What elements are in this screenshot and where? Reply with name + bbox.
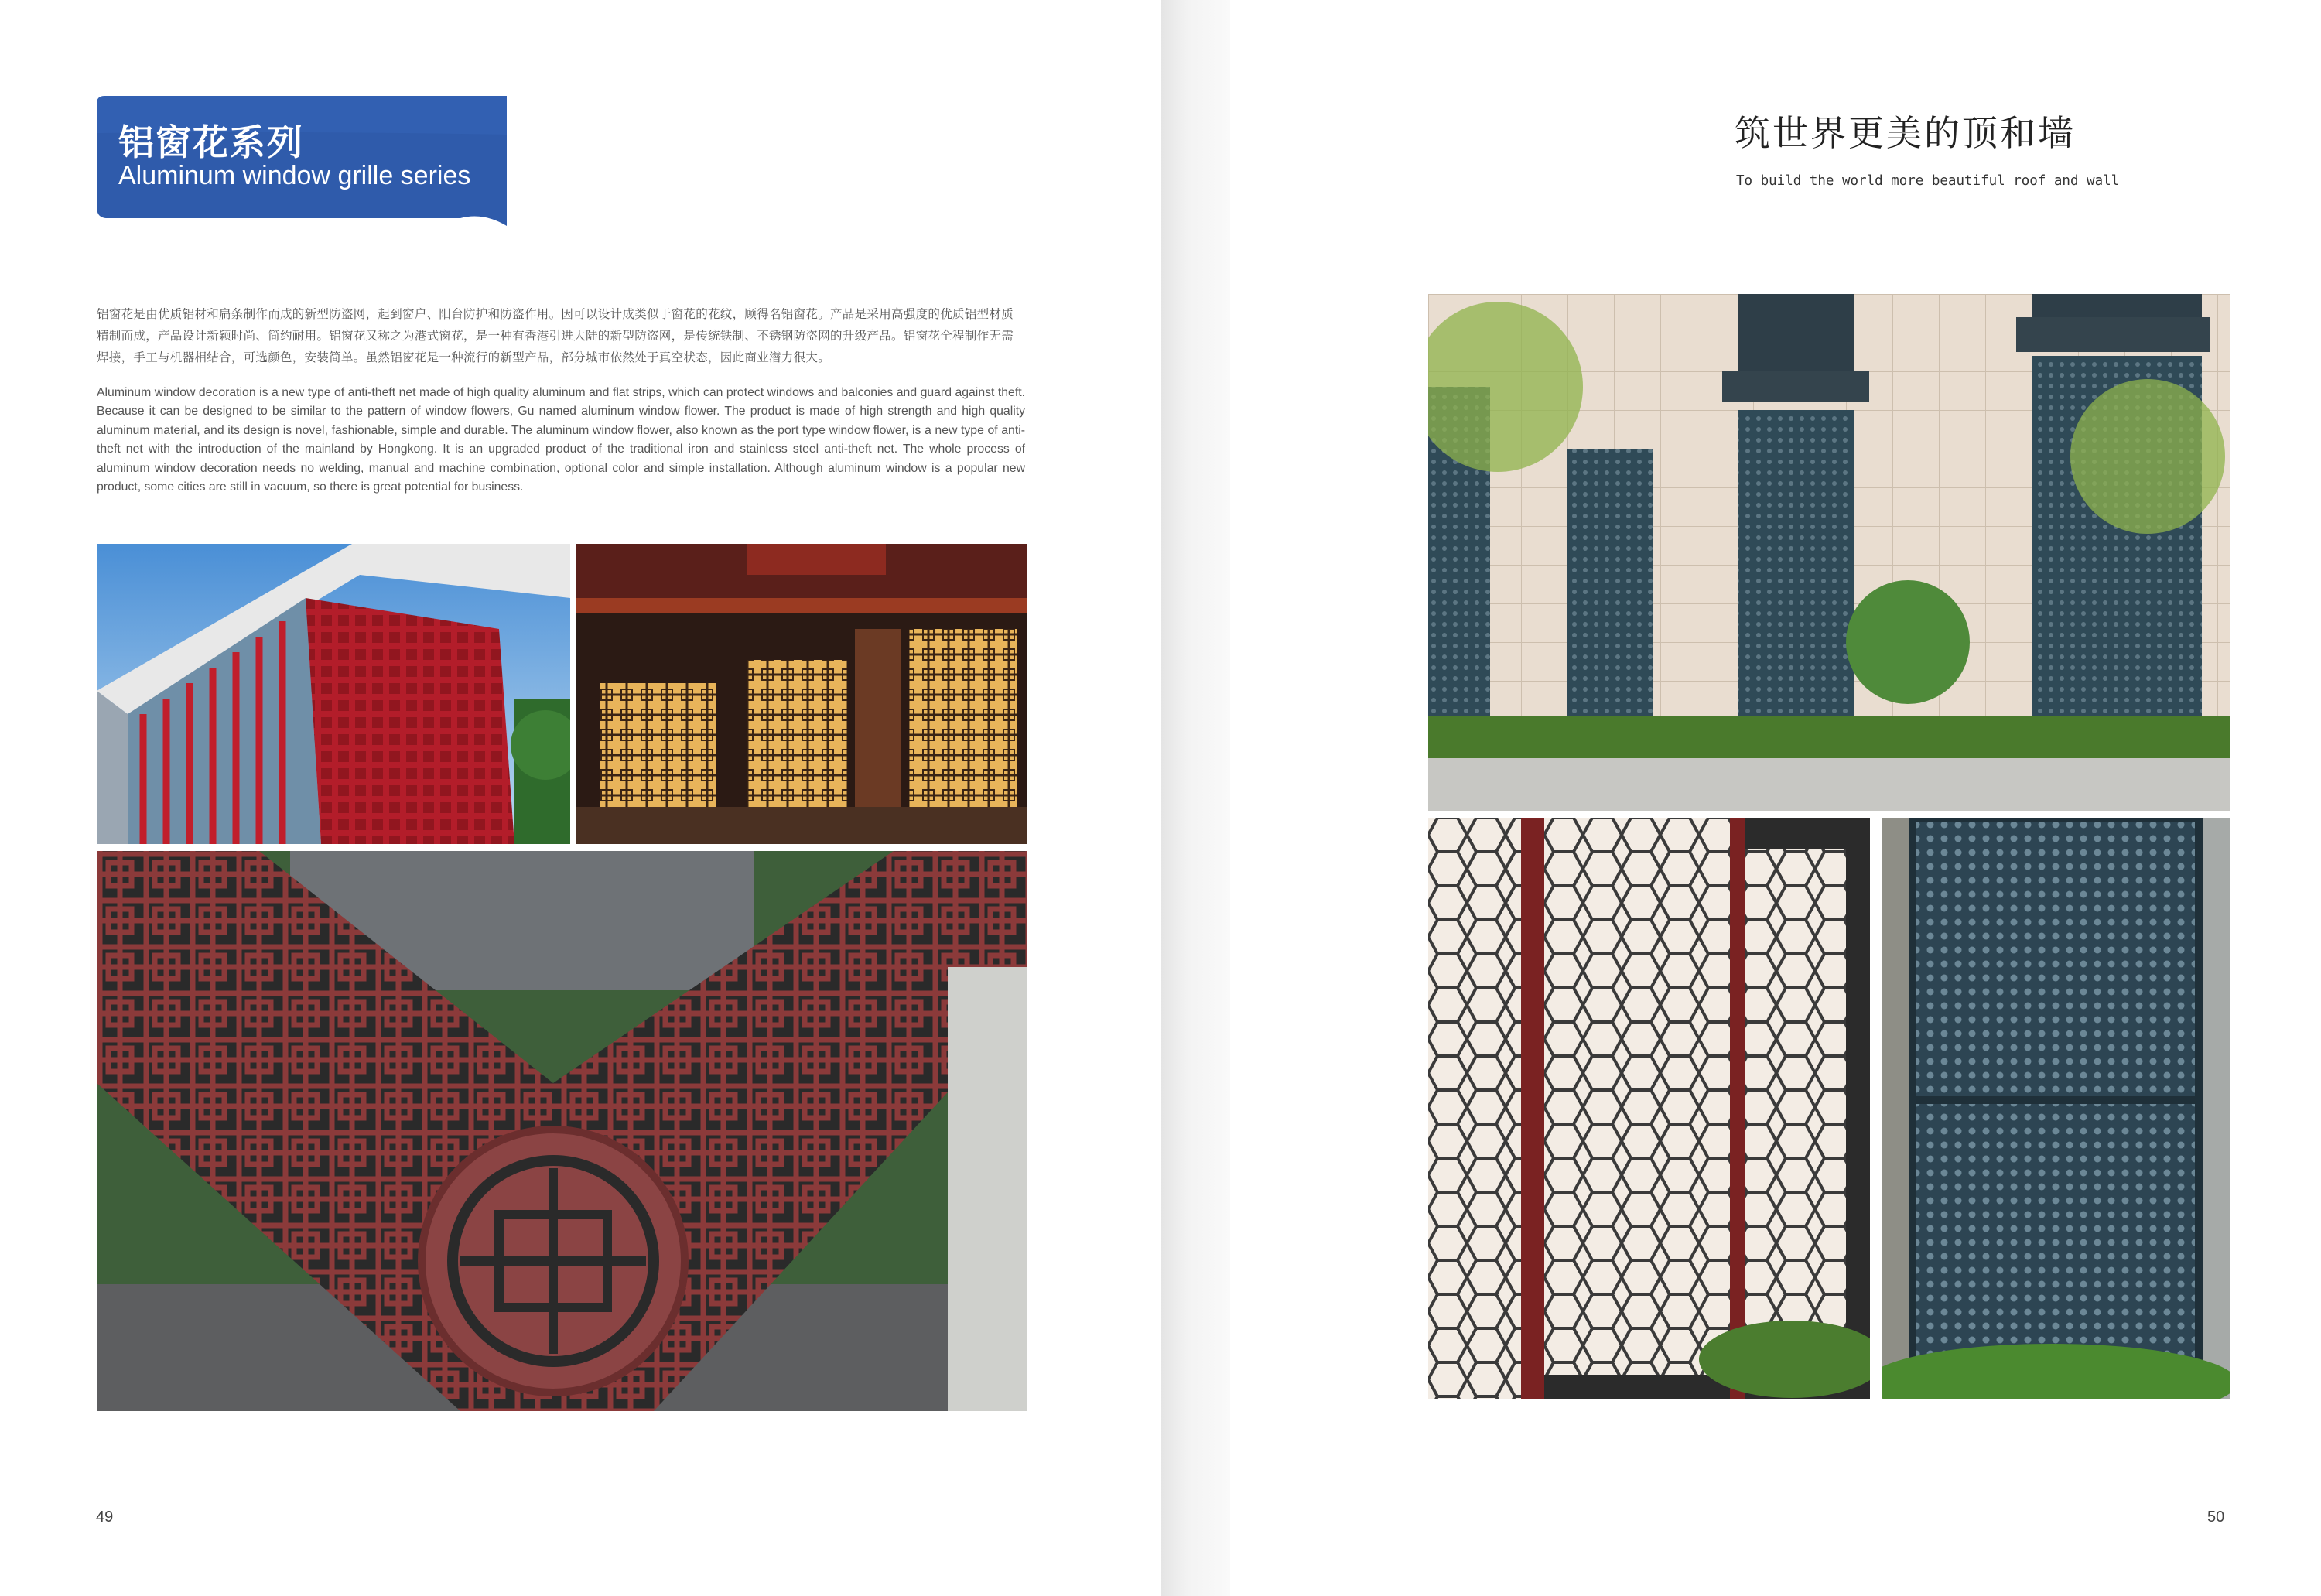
left-page <box>0 0 1160 1596</box>
intro-paragraph-chinese: 铝窗花是由优质铝材和扁条制作而成的新型防盗网，起到窗户、阳台防护和防盗作用。因可以设计成类似于窗花的花纹，顾得名铝窗花。产品是采用高强度的优质铝型材质精制而成，产品设计新颖时尚、简约耐用。铝窗花又称之为港式窗花，是一种有香港引进大陆的新型防盗网，是传统铁制、不锈钢防盗网的升级产品。铝窗花全程制作无需焊接，手工与机器相结合，可选颜色，安装简单。虽然铝窗花是一种流行的新型产品，部分城市依然处于真空状态，因此商业潜力很大。 <box>97 307 1014 364</box>
slogan-chinese: 筑世界更美的顶和墙 <box>1735 112 2076 154</box>
page-number-right: 50 <box>2207 1509 2225 1526</box>
series-title-chinese: 铝窗花系列 <box>118 121 304 163</box>
intro-paragraph-english: Aluminum window decoration is a new type of anti-theft net made of high quality aluminum and flat strips, which can protect windows and balconies and guard against theft. Because it can be designed to be similar to the pattern of window flowers, Gu named aluminum window flower. The product is made of high strength and high quality aluminum material, and its design is novel, fashionable, simple and durable. The aluminum window flower, also known as the port type window flower, is a new type of anti-theft net with the introduction of the mainland by Hongkong. It is an upgraded product of the traditional iron and stainless steel anti-theft net. The whole process of aluminum window decoration needs no welding, manual and machine combination, optional color and simple installation. Although aluminum window is a popular new product, some cities are still in vacuum, so there is great potential for business. <box>97 386 1025 494</box>
photo-blue-perforated-panel <box>1882 818 2230 1399</box>
photo-hexagon-screens <box>1428 818 1870 1399</box>
series-header-badge <box>97 96 507 226</box>
photo-building-perforated-panels <box>1428 294 2230 811</box>
page-number-left: 49 <box>96 1509 114 1526</box>
slogan-english: To build the world more beautiful roof and wall <box>1736 173 2120 189</box>
photo-chinese-storefront <box>576 544 1027 844</box>
photo-lattice-medallion <box>97 851 1027 1411</box>
photo-red-grille-facade <box>97 544 570 844</box>
series-title-english: Aluminum window grille series <box>118 161 471 190</box>
right-page <box>1160 0 2321 1596</box>
